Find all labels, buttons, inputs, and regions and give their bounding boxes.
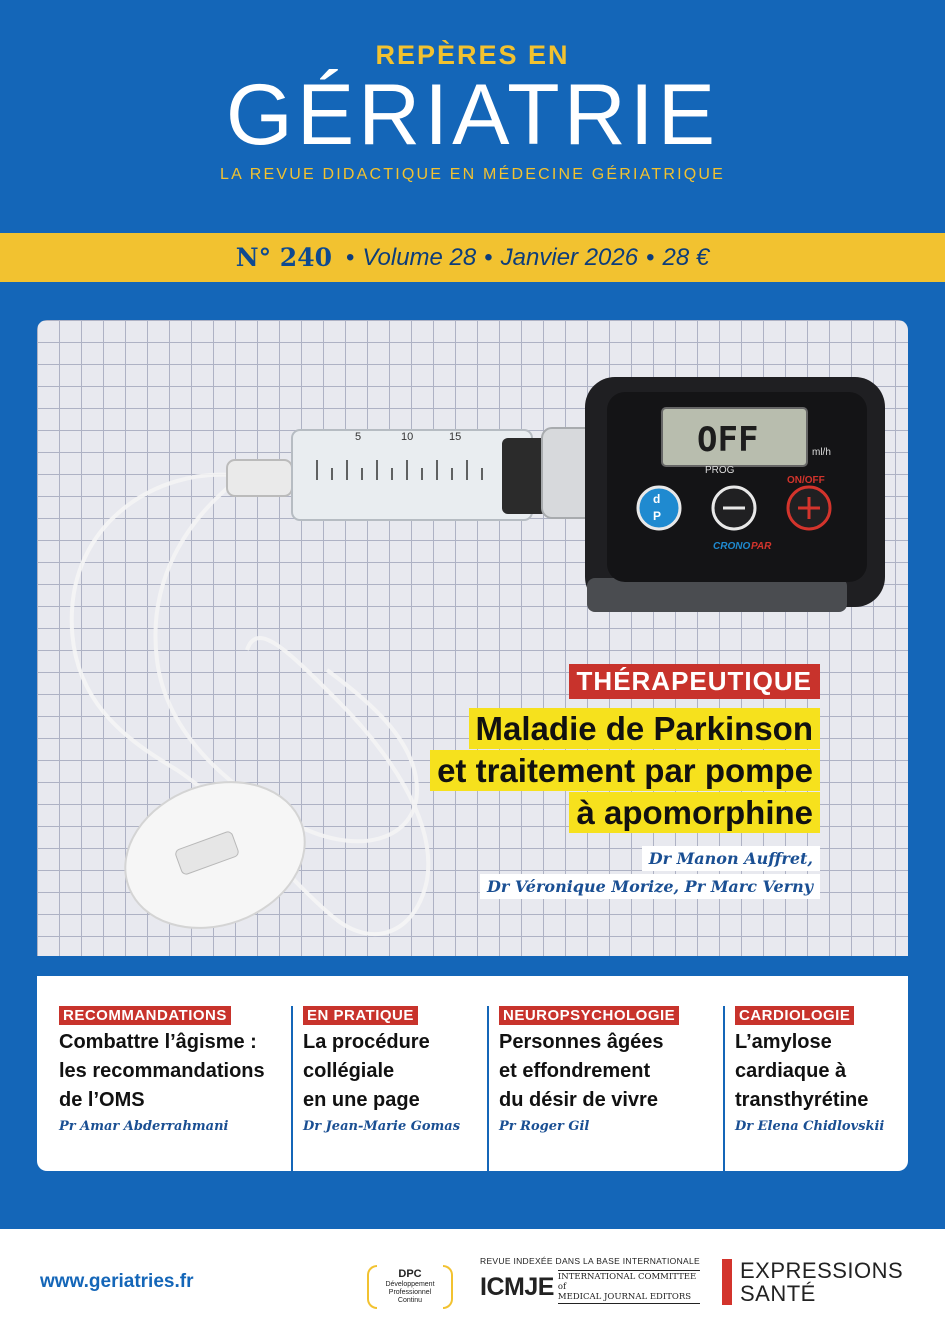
issue-band [0,233,945,282]
pump-button-p-label: P [653,509,662,523]
publisher-logo [722,1259,903,1305]
article-author: Pr Roger Gil [499,1119,590,1134]
article-title-line: L’amylose [735,1031,832,1053]
author-line: Dr Manon Auffret, [642,846,820,871]
issue-date: Janvier 2026 [500,243,639,271]
syringe-scale-label: 15 [449,431,462,443]
article-title [59,1028,281,1115]
footer [0,1229,945,1336]
icmje-subline: INTERNATIONAL COMMITTEE of [557,1272,697,1292]
masthead-tagline: LA REVUE DIDACTIQUE EN MÉDECINE GÉRIATRIQUE [219,166,726,183]
issue-number: N° 240 [235,243,332,272]
publisher-logo-bar [722,1259,732,1305]
article-category: CARDIOLOGIE [735,1006,854,1025]
headline-line: Maladie de Parkinson [469,708,820,749]
dpc-line: Continu [397,1297,423,1304]
article-title [735,1028,893,1115]
article-teaser[interactable] [723,1006,903,1171]
article-title [303,1028,477,1115]
website-link[interactable]: www.geriatries.fr [40,1271,194,1292]
feature-block [430,664,820,899]
article-title-line: en une page [303,1089,420,1111]
issue-volume: Volume 28 [362,243,477,271]
article-title-line: Combattre l’âgisme : [59,1031,257,1053]
icmje-subline: MEDICAL JOURNAL EDITORS [557,1292,692,1302]
article-teaser[interactable] [55,1006,291,1171]
masthead-kicker: REPÈRES EN [375,40,570,70]
icmje-wordmark: ICMJE [480,1272,554,1301]
dpc-logo [365,1259,455,1315]
magazine-title: GÉRIATRIE [225,67,720,163]
article-title-line: de l’OMS [59,1089,145,1111]
separator: • [646,243,655,271]
article-teaser[interactable] [487,1006,723,1171]
feature-rubric: THÉRAPEUTIQUE [569,664,820,699]
syringe-scale-label: 10 [401,431,414,443]
dpc-line: Professionnel [388,1289,432,1296]
feature-headline[interactable] [430,707,820,833]
article-category: NEUROPSYCHOLOGIE [499,1006,679,1025]
pump-brand-label: CRONO [713,541,751,552]
article-category: EN PRATIQUE [303,1006,418,1025]
headline-line: et traitement par pompe [430,750,820,791]
article-title-line: les recommandations [59,1060,265,1082]
pump-prog-label: PROG [705,465,735,476]
publisher-name: SANTÉ [740,1281,816,1306]
article-category: RECOMMANDATIONS [59,1006,231,1025]
article-title-line: et effondrement [499,1060,651,1082]
syringe-scale-label: 5 [355,431,362,443]
separator: • [346,243,355,271]
dpc-line: Développement [385,1281,435,1288]
publisher-name: EXPRESSIONS [740,1258,904,1283]
syringe-connector [227,460,292,496]
infusion-patch [105,758,326,952]
icmje-caption: REVUE INDEXÉE DANS LA BASE INTERNATIONALE [480,1256,700,1266]
pump-unit-label: ml/h [812,447,831,458]
pump-body [542,377,885,612]
issue-price: 28 € [662,243,710,271]
cover-photo [37,320,908,956]
icmje-logo [480,1256,700,1304]
article-title [499,1028,713,1115]
masthead [0,0,945,233]
article-title-line: collégiale [303,1060,395,1082]
author-line: Dr Véronique Morize, Pr Marc Verny [480,874,820,899]
article-title-line: Personnes âgées [499,1031,664,1053]
pump-onoff-label: ON/OFF [787,475,825,486]
article-list [37,976,908,1171]
pump-button-d-label: d [653,492,661,506]
article-author: Dr Jean-Marie Gomas [303,1119,461,1134]
dpc-title: DPC [398,1268,422,1280]
pump-lcd-text: OFF [697,420,759,460]
feature-authors [430,843,820,899]
article-title-line: du désir de vivre [499,1089,658,1111]
syringe-barrel [292,430,547,520]
article-author: Dr Elena Chidlovskii [735,1119,885,1134]
article-title-line: La procédure [303,1031,430,1053]
article-author: Pr Amar Abderrahmani [59,1119,229,1134]
article-title-line: cardiaque à [735,1060,847,1082]
article-teaser[interactable] [291,1006,487,1171]
headline-line: à apomorphine [569,792,820,833]
pump-brand-label: PAR [751,541,772,552]
separator: • [484,243,493,271]
article-title-line: transthyrétine [735,1089,869,1111]
